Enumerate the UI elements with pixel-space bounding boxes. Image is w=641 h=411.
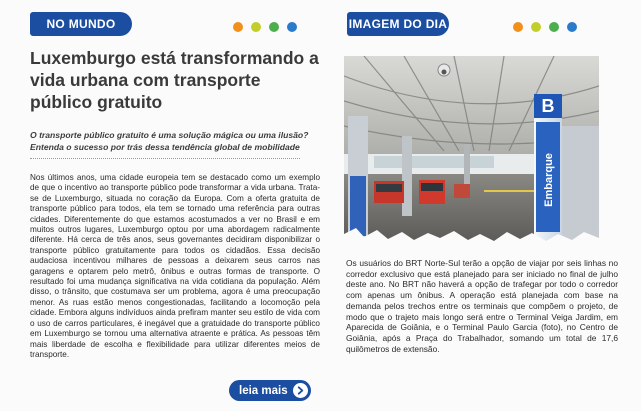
section-tab-no-mundo: NO MUNDO [30,12,132,36]
section-tab-imagem-do-dia: IMAGEM DO DIA [347,12,449,36]
brt-terminal-photo [344,56,599,246]
decorative-dots [513,22,577,32]
sign-letter: B [541,96,555,116]
sign-embarque-text: Embarque [543,153,555,207]
chevron-right-icon [293,383,308,398]
dot-green [269,22,279,32]
article-headline: Luxemburgo está transformando a vida urbana com transporte público gratuito [30,48,319,112]
terminal-illustration [344,56,599,246]
dot-blue [567,22,577,32]
dot-green [549,22,559,32]
article-subtitle: O transporte público gratuito é uma solução mágica ou uma ilusão? Entenda o sucesso por trás dessa tendência global de mobilidade [30,130,309,152]
subtitle-divider [30,158,300,159]
photo-caption: Os usuários do BRT Norte-Sul terão a opção de viajar por seis linhas no corredor exclusivo que está planejado para ser iniciado no final de julho deste ano. No BRT não haverá a opção de trafegar por todo o corredor com apenas um ônibus. A operação está planejada com base na demanda pelos trechos entre os terminais que compõem o projeto, de modo que o trajeto mais longo será entre o Terminal Veiga Jardim, em Aparecida de Goiânia, e o Terminal Paulo Garcia (foto), no Centro de Goiânia, após a Praça do Trabalhador, somando um total de 17,6 quilômetros de extensão. [346,258,618,354]
dot-yellow-green [251,22,261,32]
read-more-button[interactable] [229,380,311,401]
read-more-label: leia mais [239,384,288,397]
article-body: Nos últimos anos, uma cidade europeia tem se destacado como um exemplo de que o incentivo ao transporte público pode transformar a vida urbana. Trata-se de Luxemburgo, situada no coração da Europa. Com a oferta gratuita de transporte público para todos, ela tem se tornado uma referência para outras cidades. Diferentemente do que estamos acostumados a ver no Brasil e em muitos outros lugares, Luxemburgo optou por uma abordagem radicalmente diferente. Há cerca de três anos, seus governantes decidiram disponibilizar o transporte público gratuitamente para todos os cidadãos. Essa decisão audaciosa incentivou milhares de pessoas a deixarem seus carros nas garagens e optarem pelo metrô, ônibus e outras formas de transporte. O resultado foi uma mudança significativa na vida cotidiana da população. Além disso, o trânsito, que costumava ser um problema, agora é uma preocupação menor. As ruas estão menos congestionadas, facilitando a locomoção pela cidade. Embora alguns indivíduos ainda prefiram manter seu estilo de vida com o uso de carros particulares, é inegável que a gratuidade do transporte público em Luxemburgo se tornou uma alternativa atraente e prática. As pessoas têm mais liberdade de escolha e flexibilidade para utilizar diferentes meios de transporte. [30,173,320,359]
embarque-sign [534,94,562,246]
dot-yellow-green [531,22,541,32]
dot-orange [233,22,243,32]
dot-blue [287,22,297,32]
decorative-dots [233,22,297,32]
dot-orange [513,22,523,32]
